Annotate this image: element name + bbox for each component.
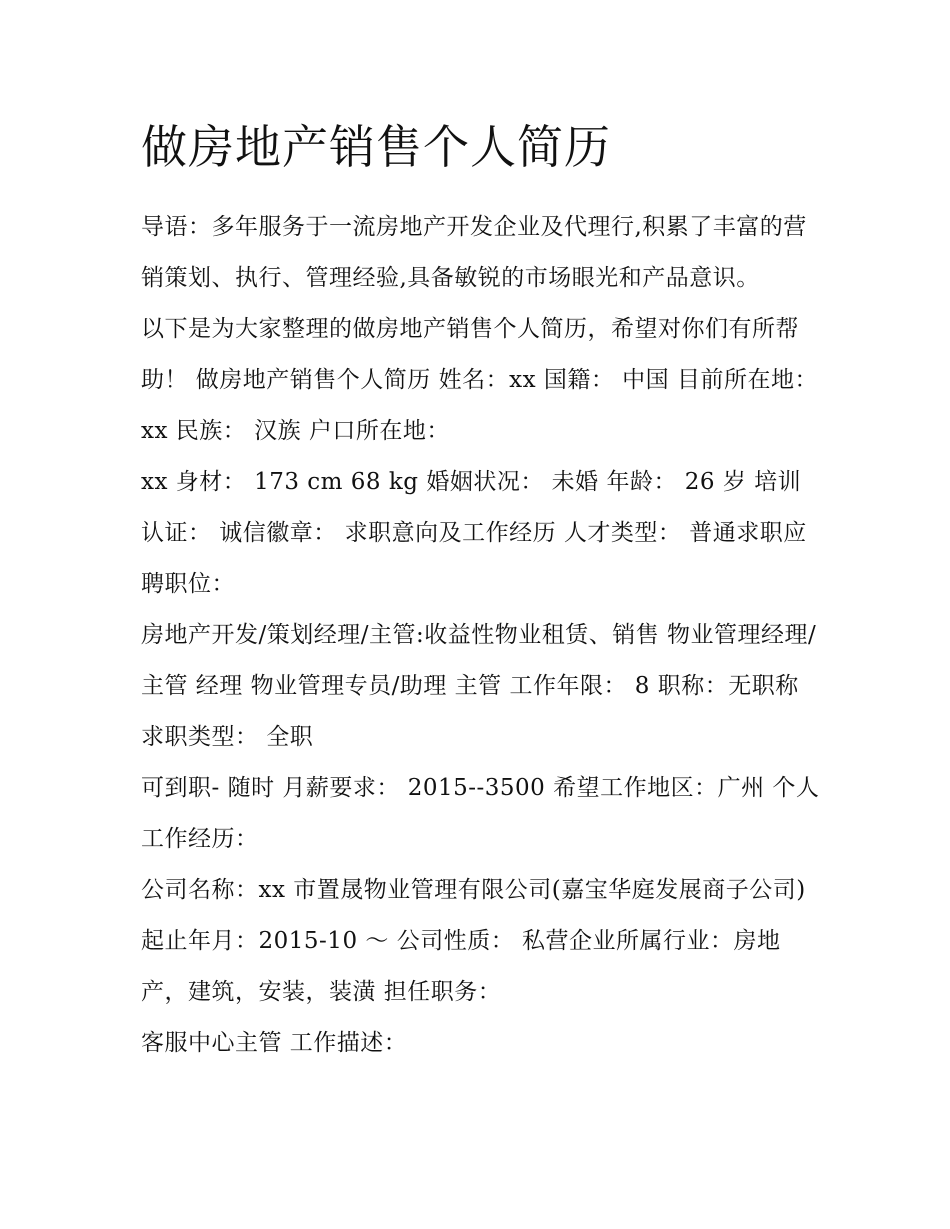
paragraph-role: 客服中心主管 工作描述： xyxy=(141,1030,408,1056)
paragraph-intro: 导语：多年服务于一流房地产开发企业及代理行,积累了丰富的营销策划、执行、管理经验,具备敏锐的市场眼光和产品意识。 xyxy=(141,214,807,291)
document-title: 做房地产销售个人简历 xyxy=(141,120,611,174)
paragraph-physical-info: xx 身材： 173 cm 68 kg 婚姻状况： 未婚 年龄： 26 岁 培训认证： 诚信徽章： 求职意向及工作经历 人才类型： 普通求职应聘职位： xyxy=(141,469,807,597)
paragraph-availability: 可到职- 随时 月薪要求： 2015--3500 希望工作地区：广州 个人工作经历： xyxy=(141,775,820,852)
paragraph-company: 公司名称：xx 市置晟物业管理有限公司(嘉宝华庭发展商子公司)起止年月：2015-10 ～ 公司性质： 私营企业所属行业：房地产，建筑，安装，装潢 担任职务： xyxy=(141,877,806,1005)
document-page xyxy=(141,112,821,1069)
paragraph-job-positions: 房地产开发/策划经理/主管:收益性物业租赁、销售 物业管理经理/主管 经理 物业管理专员/助理 主管 工作年限： 8 职称：无职称 求职类型： 全职 xyxy=(141,622,817,750)
paragraph-personal-info: 以下是为大家整理的做房地产销售个人简历，希望对你们有所帮助！ 做房地产销售个人简历 姓名：xx 国籍： 中国 目前所在地：xx 民族： 汉族 户口所在地： xyxy=(141,316,818,444)
